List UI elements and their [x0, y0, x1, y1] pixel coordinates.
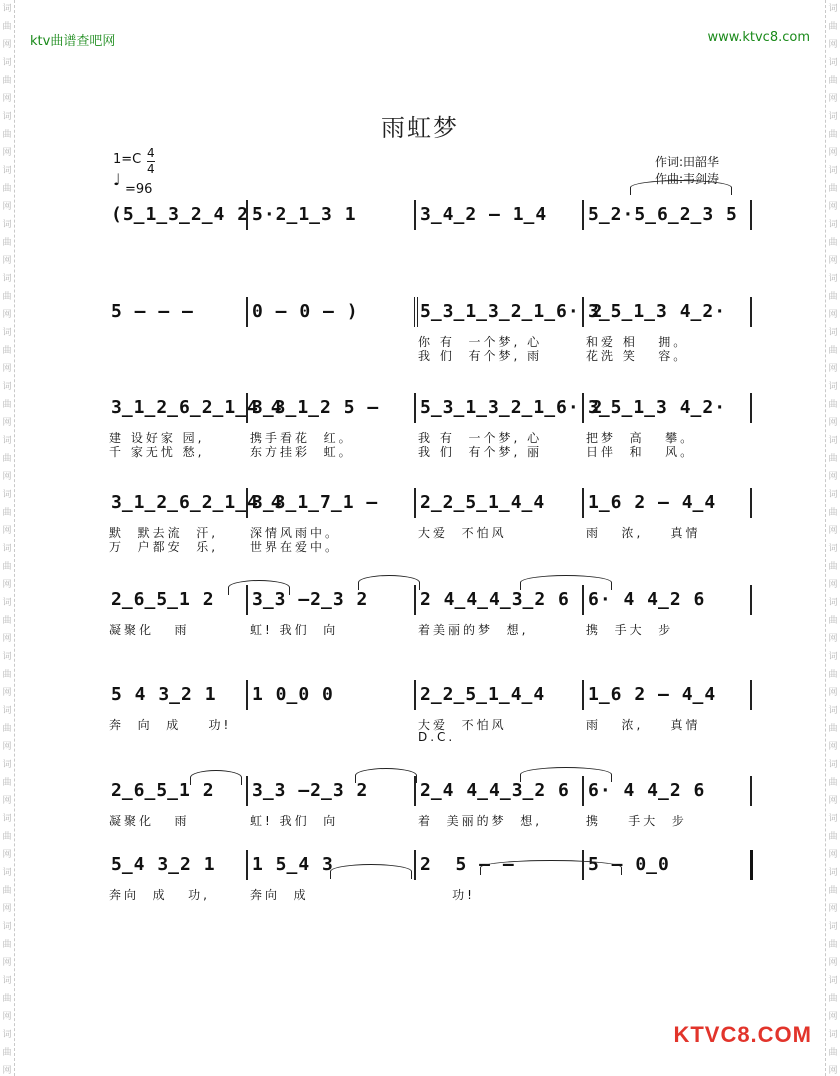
score-row [105, 200, 755, 290]
bar-line [750, 393, 752, 423]
score-row [105, 488, 755, 578]
meter-top: 4 [147, 146, 155, 160]
measure-notes: 3̲3 –2̲3 2 [252, 780, 369, 801]
lyric-line-1: 虹! 我们 向 [250, 623, 339, 637]
slur-arc [520, 575, 612, 590]
measure-notes: 1 0̲0 0 [252, 684, 334, 705]
lyric-line-2: 世界在爱中。 [250, 540, 341, 554]
slur-arc [480, 860, 622, 875]
bar-line [582, 680, 584, 710]
bar-line [750, 585, 752, 615]
bar-line [414, 680, 416, 710]
measure-notes: 0 – 0 – ) [252, 301, 359, 322]
lyric-line-1: 虹! 我们 向 [250, 814, 339, 828]
measure-notes: 1 5̲4 3 [252, 854, 334, 875]
bar-line [750, 680, 752, 710]
lyric-line-1: 功! [418, 888, 475, 902]
bar-line [246, 200, 248, 230]
lyric-line-2: D.C. [418, 730, 456, 744]
bar-line [750, 200, 752, 230]
bar-line [750, 776, 752, 806]
measure-notes: 5̲2·5̲6̲2̲3 5 [588, 204, 738, 225]
measure-notes: 2̲2̲5̲1̲4̲4 [420, 684, 546, 705]
bar-line [414, 393, 416, 423]
left-watermark-strip: 词 曲 网 词 曲 网 词 曲 网 词 曲 网 词 曲 网 词 曲 网 词 曲 网 词 曲 网 词 曲 网 词 曲 网 词 曲 网 词 曲 网 词 曲 网 词 曲 网 词 曲 网 词 曲 网 词 曲 网 词 曲 网 词 曲 网 词 曲 网 [0, 0, 15, 1076]
bar-line [750, 850, 753, 880]
lyric-line-2: 花洗 笑 容。 [586, 349, 689, 363]
slur-arc [355, 768, 417, 783]
lyric-line-1: 携手看花 红。 [250, 431, 354, 445]
lyric-line-2: 千 家无忧 愁, [109, 445, 205, 459]
lyric-line-1: 默 默去流 汗, [109, 526, 219, 540]
slur-arc [228, 580, 290, 595]
measure-notes: 3̲3̲1̲7̲1 – [252, 492, 379, 513]
score-row [105, 297, 755, 387]
quarter-note-icon: ♩ [113, 170, 121, 189]
lyric-line-1: 大爱 不怕风 [418, 526, 507, 540]
measure-notes: 2̲6̲5̲1 2 [111, 780, 215, 801]
lyric-line-1: 和爱 相 拥。 [586, 335, 689, 349]
bar-line [750, 297, 752, 327]
measure-notes: 5̲4 3̲2 1 [111, 854, 216, 875]
slur-arc [630, 180, 732, 195]
measure-notes: 5·2̲1̲3 1 [252, 204, 357, 225]
bar-line [246, 297, 248, 327]
measure-notes: 5 – 0̲0 [588, 854, 670, 875]
composer-credit: 作曲:韦剑涛 [655, 172, 720, 186]
lyric-line-1: 把梦 高 攀。 [586, 431, 696, 445]
slur-arc [358, 575, 420, 590]
bar-line [582, 297, 584, 327]
lyric-line-1: 深情风雨中。 [250, 526, 341, 540]
time-signature [147, 146, 155, 177]
measure-notes: 5 – – – [111, 301, 194, 322]
left-site-label: ktv曲谱查吧网 [30, 34, 116, 49]
lyric-line-2: 我 们 有个梦, 丽 [418, 445, 543, 459]
lyric-line-1: 着美丽的梦 想, [418, 623, 529, 637]
measure-notes: 2 5 – – [420, 854, 515, 875]
lyric-line-1: 雨 浓, 真情 [586, 718, 701, 732]
bar-line [750, 488, 752, 518]
bar-line [246, 488, 248, 518]
lyric-line-1: 奔向 成 功, [109, 888, 210, 902]
lyric-line-1: 建 设好家 园, [109, 431, 205, 445]
measure-notes: 5̲3̲1̲3̲2̲1̲6· 2 [420, 397, 604, 418]
measure-notes: (5̲1̲3̲2̲4 2 [111, 204, 250, 225]
lyric-line-1: 雨 浓, 真情 [586, 526, 701, 540]
measure-notes: 2̲6̲5̲1 2 [111, 589, 215, 610]
bar-line [246, 776, 248, 806]
lyric-line-1: 大爱 不怕风 [418, 718, 507, 732]
footer-logo: KTVC8.COM [673, 1022, 812, 1047]
measure-notes: 3̲3 –2̲3 2 [252, 589, 369, 610]
measure-notes: 2̲2̲5̲1̲4̲4 [420, 492, 546, 513]
lyric-line-1: 携 手大 步 [586, 814, 687, 828]
lyric-line-1: 奔 向 成 功! [109, 718, 232, 732]
right-watermark-strip: 词 曲 网 词 曲 网 词 曲 网 词 曲 网 词 曲 网 词 曲 网 词 曲 网 词 曲 网 词 曲 网 词 曲 网 词 曲 网 词 曲 网 词 曲 网 词 曲 网 词 曲 网 词 曲 网 词 曲 网 词 曲 网 词 曲 网 词 曲 网 [825, 0, 840, 1076]
key-signature: 1=C [113, 152, 142, 167]
lyric-line-1: 凝聚化 雨 [109, 814, 190, 828]
bar-line [414, 488, 416, 518]
measure-notes: 5 4 3̲2 1 [111, 684, 217, 705]
measure-notes: 3̲5̲1̲3 4̲2· [588, 397, 727, 418]
bar-line [246, 850, 248, 880]
lyric-line-1: 携 手大 步 [586, 623, 674, 637]
measure-notes: 1̲6 2 – 4̲4 [588, 684, 717, 705]
measure-notes: 3̲1̲2̲6̲2̲1̲4 4 [111, 397, 283, 418]
lyric-line-1: 我 有 一个梦, 心 [418, 431, 543, 445]
lyric-line-2: 日伴 和 风。 [586, 445, 696, 459]
lyricist-credit: 作词:田韶华 [655, 155, 720, 169]
measure-notes: 3̲4̲2 – 1̲4 [420, 204, 548, 225]
slur-arc [330, 864, 412, 879]
lyric-line-2: 我 们 有个梦, 雨 [418, 349, 543, 363]
measure-notes: 3̲3̲1̲2 5 – [252, 397, 380, 418]
lyric-line-1: 奔向 成 [250, 888, 309, 902]
bar-line [414, 850, 416, 880]
measure-notes: 1̲6 2 – 4̲4 [588, 492, 717, 513]
score-row [105, 850, 755, 940]
measure-notes: 6· 4 4̲2 6 [588, 589, 706, 610]
measure-notes: 5̲3̲1̲3̲2̲1̲6· 2 [420, 301, 604, 322]
score-row [105, 585, 755, 675]
song-title: 雨虹梦 [381, 114, 459, 142]
lyric-line-1: 你 有 一个梦, 心 [418, 335, 543, 349]
score-row [105, 393, 755, 483]
bar-line [414, 297, 418, 327]
bar-line [246, 680, 248, 710]
measure-notes: 2̲4 4̲4̲3̲2 6 [420, 780, 570, 801]
measure-notes: 6· 4 4̲2 6 [588, 780, 706, 801]
measure-notes: 2 4̲4̲4̲3̲2 6 [420, 589, 570, 610]
bar-line [414, 200, 416, 230]
bar-line [582, 488, 584, 518]
lyric-line-2: 万 户都安 乐, [109, 540, 219, 554]
slur-arc [520, 767, 612, 782]
measure-notes: 3̲1̲2̲6̲2̲1̲4 4 [111, 492, 283, 513]
lyric-line-1: 着 美丽的梦 想, [418, 814, 543, 828]
tempo-marking: =96 [125, 182, 153, 197]
score-row [105, 680, 755, 770]
bar-line [582, 393, 584, 423]
bar-line [246, 393, 248, 423]
slur-arc [190, 770, 242, 785]
right-site-label: www.ktvc8.com [707, 30, 810, 45]
measure-notes: 3̲5̲1̲3 4̲2· [588, 301, 727, 322]
meter-bottom: 4 [147, 162, 155, 176]
lyric-line-2: 东方挂彩 虹。 [250, 445, 354, 459]
lyric-line-1: 凝聚化 雨 [109, 623, 190, 637]
bar-line [582, 200, 584, 230]
